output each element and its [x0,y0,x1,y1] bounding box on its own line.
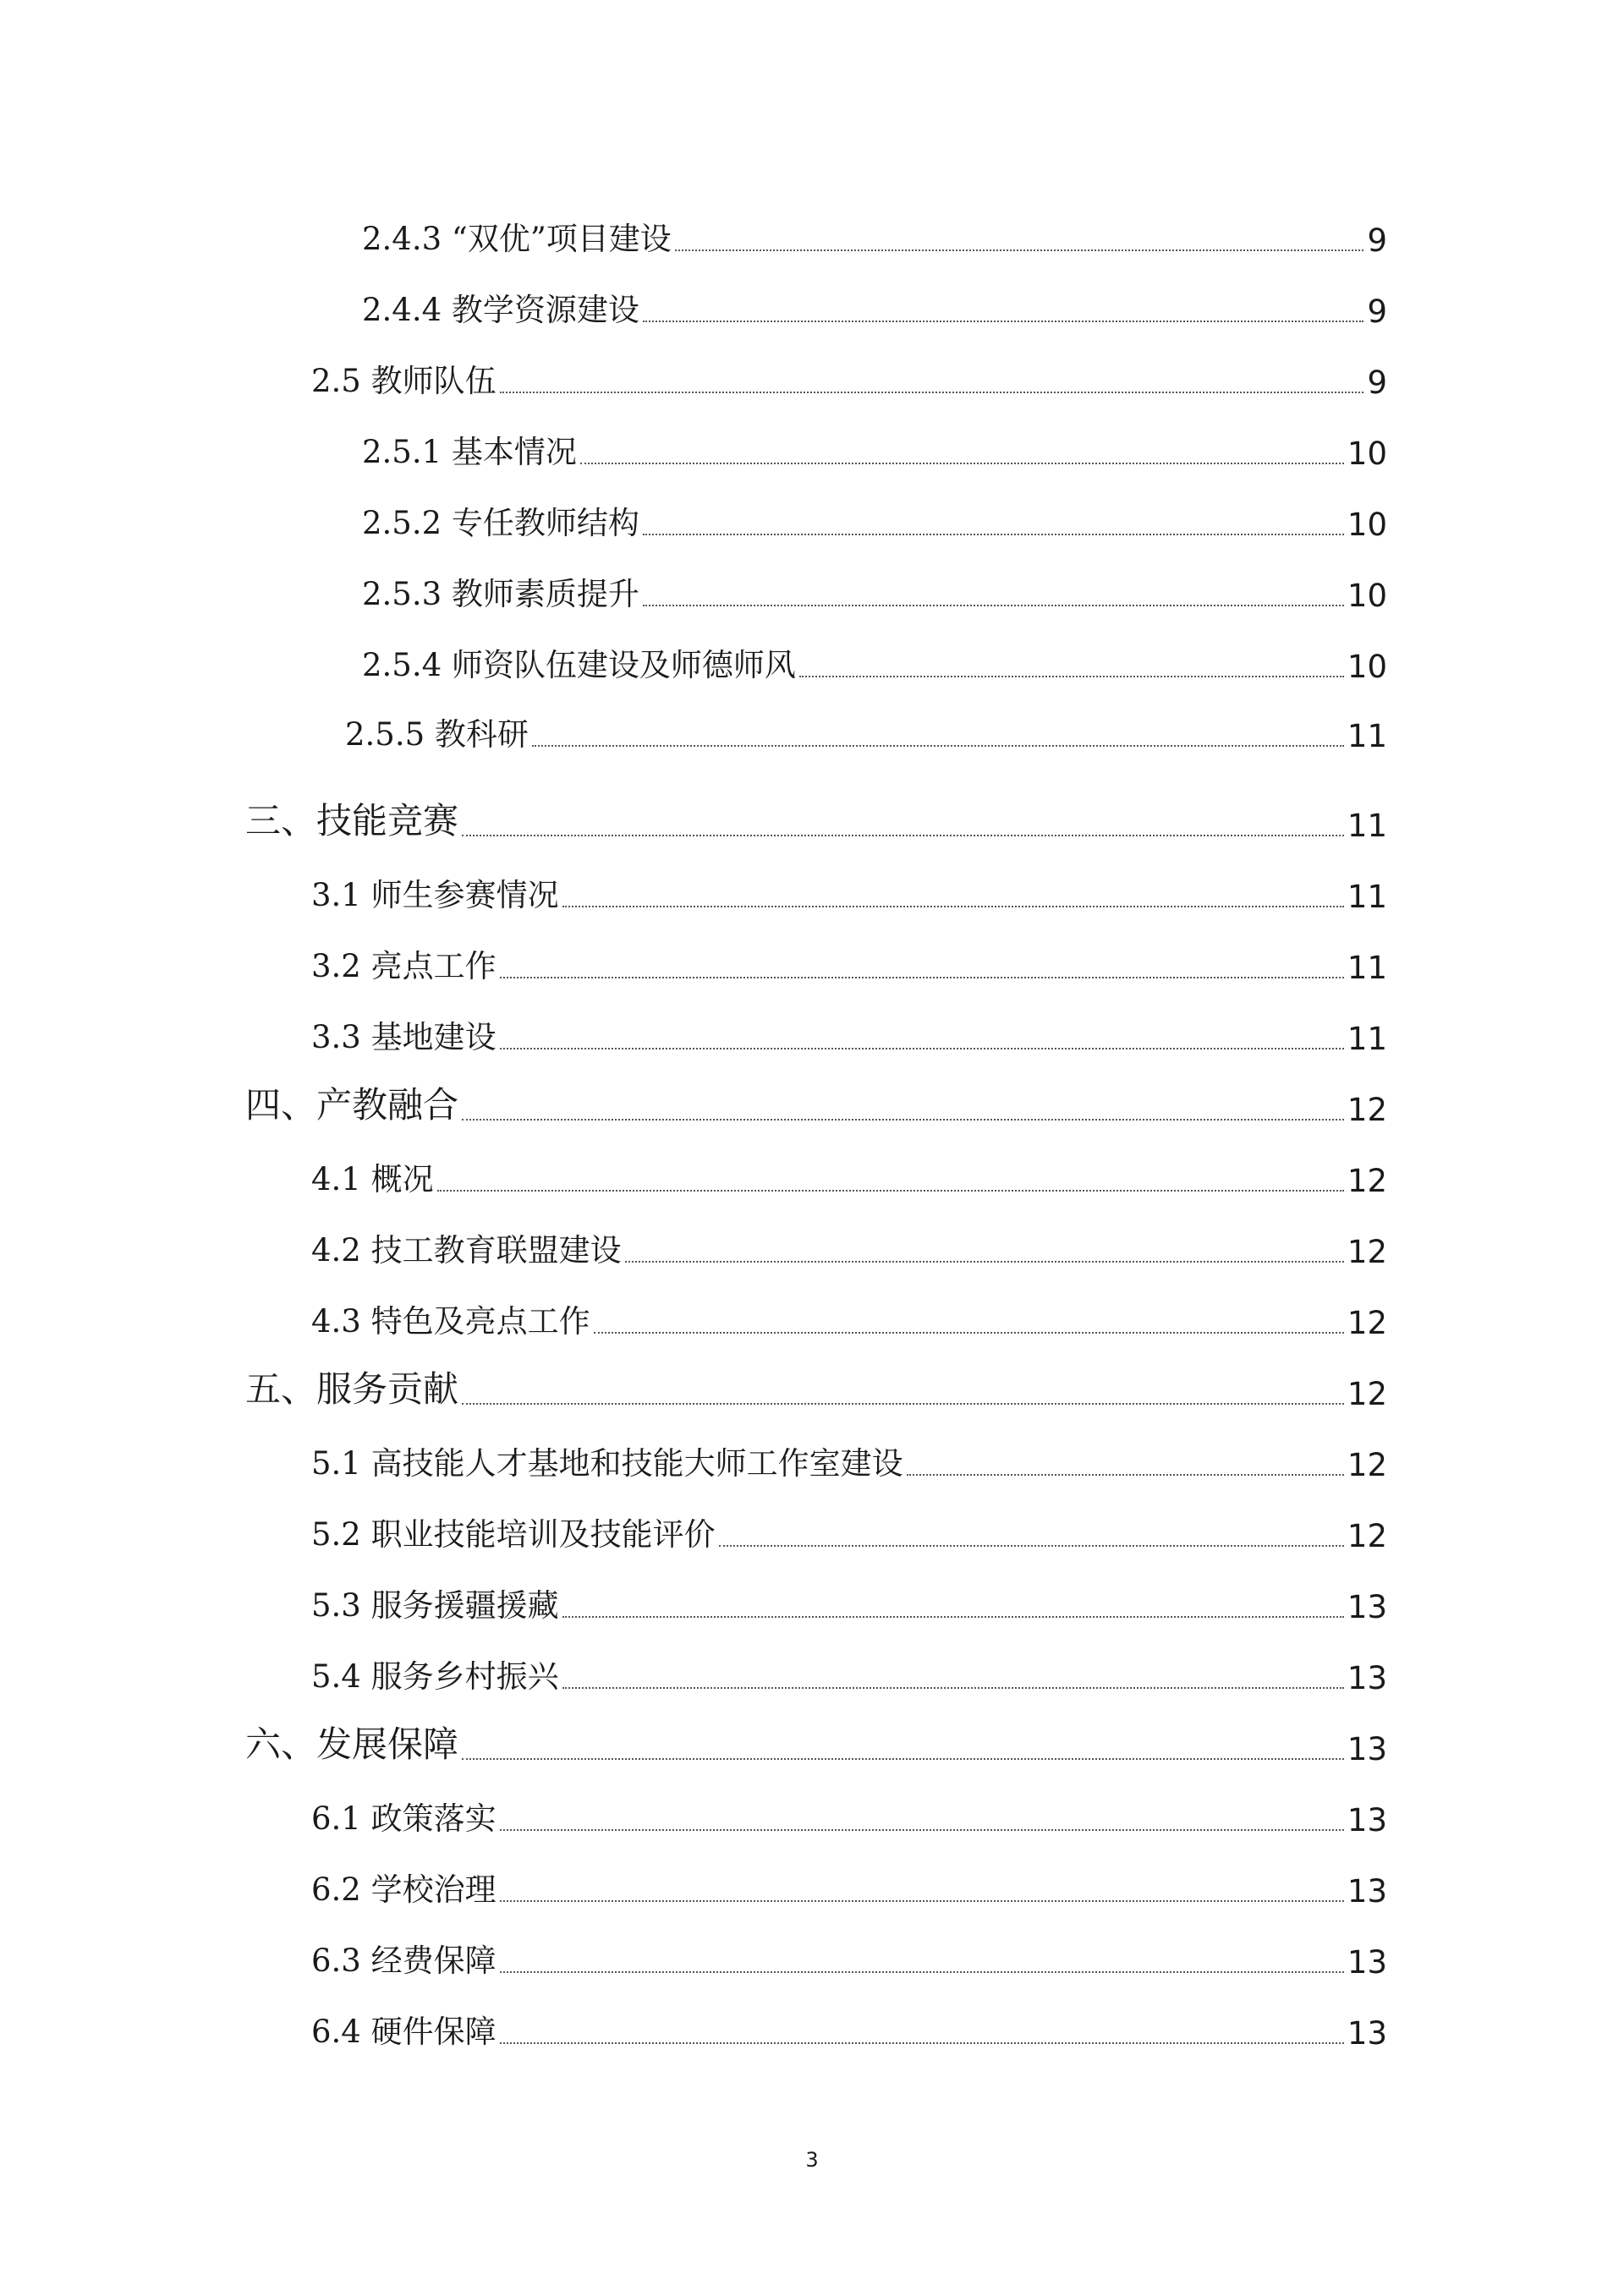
toc-entry-page-number: 12 [1347,1376,1387,1412]
toc-dot-leader [500,392,1364,393]
toc-entry-label: 5.1 高技能人才基地和技能大师工作室建设 [311,1445,903,1482]
toc-dot-leader [625,1261,1344,1263]
toc-entry[interactable] [245,797,1387,844]
toc-entry[interactable] [311,868,1387,915]
toc-entry[interactable] [362,425,1387,472]
toc-entry-page-number: 9 [1367,222,1387,259]
toc-entry-label: 2.5.5 教科研 [345,716,529,753]
toc-dot-leader [462,835,1344,836]
toc-entry[interactable] [362,638,1387,685]
toc-entry-label: 2.5.3 教师素质提升 [362,576,639,612]
toc-entry[interactable] [345,707,1387,754]
toc-dot-leader [562,906,1344,907]
toc-dot-leader [643,605,1344,606]
toc-entry-page-number: 11 [1347,808,1387,844]
toc-entry-page-number: 12 [1347,1518,1387,1554]
toc-dot-leader [580,463,1344,464]
toc-entry-label: 6.3 经费保障 [311,1943,497,1979]
toc-entry-page-number: 13 [1347,1589,1387,1625]
toc-dot-leader [500,1900,1344,1902]
toc-entry[interactable] [311,1791,1387,1838]
toc-entry-page-number: 11 [1347,950,1387,986]
toc-entry-label: 5.4 服务乡村振兴 [311,1658,559,1695]
toc-entry-page-number: 10 [1347,649,1387,685]
toc-entry-label: 6.1 政策落实 [311,1800,497,1837]
toc-entry[interactable] [311,939,1387,986]
toc-entry-page-number: 12 [1347,1163,1387,1199]
toc-dot-leader [675,249,1364,251]
page-number: 3 [805,2148,819,2172]
toc-entry-page-number: 10 [1347,578,1387,614]
toc-dot-leader [594,1332,1344,1334]
toc-dot-leader [500,1829,1344,1831]
toc-dot-leader [562,1687,1344,1689]
toc-entry[interactable] [311,353,1387,401]
toc-dot-leader [437,1190,1344,1192]
toc-entry-label: 3.2 亮点工作 [311,948,497,984]
toc-entry-label: 2.5 教师队伍 [311,363,497,399]
toc-entry-page-number: 11 [1347,1021,1387,1057]
toc-entry[interactable] [362,496,1387,543]
toc-entry-label: 3.3 基地建设 [311,1019,497,1055]
toc-entry-page-number: 12 [1347,1305,1387,1341]
toc-entry-page-number: 12 [1347,1092,1387,1128]
toc-dot-leader [500,1048,1344,1049]
toc-entry[interactable] [245,1720,1387,1767]
toc-entry-label: 2.5.1 基本情况 [362,434,577,470]
toc-dot-leader [643,321,1364,322]
toc-dot-leader [799,676,1344,677]
toc-entry[interactable] [311,1507,1387,1554]
toc-entry[interactable] [311,2004,1387,2052]
toc-entry-page-number: 12 [1347,1447,1387,1483]
toc-entry[interactable] [311,1436,1387,1483]
toc-entry[interactable] [245,1365,1387,1412]
toc-entry-label: 2.4.4 教学资源建设 [362,292,639,328]
toc-dot-leader [500,977,1344,978]
toc-entry[interactable] [311,1933,1387,1981]
toc-entry-label: 4.1 概况 [311,1161,434,1197]
toc-entry[interactable] [362,211,1387,259]
toc-dot-leader [500,2042,1344,2044]
toc-entry-label: 4.2 技工教育联盟建设 [311,1232,622,1269]
toc-entry[interactable] [245,1081,1387,1128]
toc-entry[interactable] [311,1862,1387,1910]
toc-dot-leader [462,1758,1344,1760]
toc-entry-label: 6.2 学校治理 [311,1871,497,1908]
toc-dot-leader [907,1474,1344,1476]
toc-entry-page-number: 13 [1347,1873,1387,1910]
toc-entry-label: 4.3 特色及亮点工作 [311,1303,590,1340]
toc-entry-page-number: 13 [1347,1944,1387,1981]
toc-entry-page-number: 11 [1347,879,1387,915]
toc-entry-label: 六、发展保障 [245,1723,459,1765]
toc-entry-page-number: 13 [1347,2015,1387,2052]
toc-entry-page-number: 10 [1347,507,1387,543]
toc-entry-page-number: 10 [1347,436,1387,472]
toc-dot-leader [562,1616,1344,1618]
toc-entry[interactable] [311,1578,1387,1625]
toc-entry[interactable] [311,1223,1387,1270]
toc-entry-label: 四、产教融合 [245,1084,459,1126]
toc-dot-leader [719,1545,1344,1547]
toc-entry[interactable] [311,1649,1387,1696]
toc-entry-page-number: 9 [1367,364,1387,401]
toc-dot-leader [462,1403,1344,1405]
toc-entry[interactable] [362,282,1387,330]
toc-entry[interactable] [362,567,1387,614]
toc-dot-leader [462,1119,1344,1121]
toc-entry-page-number: 13 [1347,1731,1387,1767]
toc-entry-label: 2.5.2 专任教师结构 [362,505,639,541]
toc-entry[interactable] [311,1010,1387,1057]
toc-dot-leader [643,534,1344,535]
toc-dot-leader [532,745,1344,747]
toc-entry[interactable] [311,1152,1387,1199]
toc-entry-page-number: 9 [1367,293,1387,330]
toc-entry-label: 2.4.3 “双优”项目建设 [362,221,672,257]
toc-entry-page-number: 11 [1347,718,1387,754]
toc-entry-page-number: 13 [1347,1802,1387,1838]
toc-entry-label: 5.3 服务援疆援藏 [311,1587,559,1624]
toc-entry[interactable] [311,1294,1387,1341]
toc-dot-leader [500,1971,1344,1973]
toc-entry-label: 5.2 职业技能培训及技能评价 [311,1516,716,1553]
toc-entry-label: 五、服务贡献 [245,1368,459,1410]
toc-entry-label: 2.5.4 师资队伍建设及师德师风 [362,647,796,683]
toc-entry-label: 6.4 硬件保障 [311,2014,497,2050]
toc-entry-page-number: 13 [1347,1660,1387,1696]
toc-entry-label: 三、技能竞赛 [245,800,459,841]
toc-entry-page-number: 12 [1347,1234,1387,1270]
toc-entry-label: 3.1 师生参赛情况 [311,877,559,913]
